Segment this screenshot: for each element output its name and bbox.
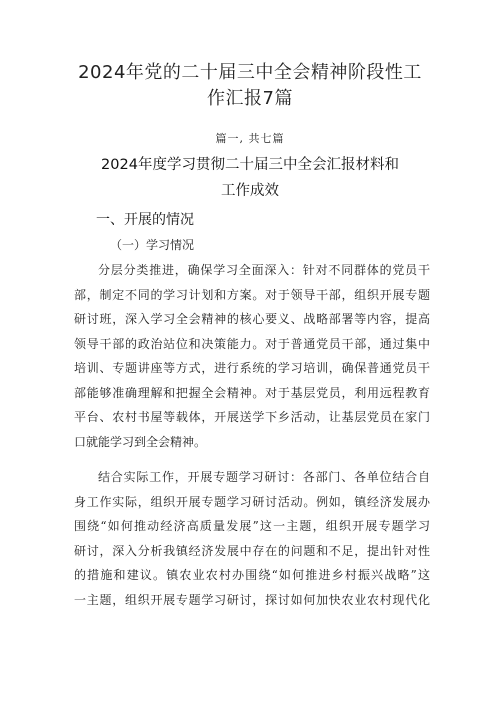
paragraph-line: 研讨班，深入学习全会精神的核心要义、战略部署等内容，提高 <box>74 312 430 326</box>
paragraph-line: 培训、专题讲座等方式，进行系统的学习培训，确保普通党员干 <box>74 361 430 375</box>
part-label: 篇一, 共七篇 <box>215 132 285 145</box>
article-title-line: 2024年度学习贯彻二十届三中全会汇报材料和 <box>101 157 399 173</box>
article-title-line: 工作成效 <box>221 183 279 199</box>
document-title-line: 2024年党的二十届三中全会精神阶段性工 <box>78 62 422 83</box>
paragraph-line: 围绕“如何推动经济高质量发展”这一主题，组织开展专题学习 <box>74 519 430 533</box>
paragraph-line: 分层分类推进，确保学习全面深入：针对不同群体的党员干 <box>98 263 430 277</box>
document-title <box>60 60 440 112</box>
article-title <box>70 152 430 204</box>
paragraph-line: 研讨，深入分析我镇经济发展中存在的问题和不足，提出针对性 <box>74 543 430 558</box>
paragraph-line: 部能够准确理解和把握全会精神。对于基层党员，利用远程教育 <box>74 385 430 400</box>
paragraph-line: 平台、农村书屋等载体，开展送学下乡活动，让基层党员在家门 <box>74 410 430 424</box>
subsection-heading: （一）学习情况 <box>110 238 195 252</box>
paragraph-line: 的措施和建议。镇农业农村办围绕“如何推进乡村振兴战略”这 <box>74 568 430 582</box>
body-paragraph <box>74 465 430 612</box>
paragraph-line: 身工作实际，组织开展专题学习研讨活动。例如，镇经济发展办 <box>74 494 430 509</box>
paragraph-line: 领导干部的政治站位和决策能力。对于普通党员干部，通过集中 <box>74 336 430 351</box>
paragraph-line: 口就能学习到全会精神。 <box>74 434 207 449</box>
body-paragraph <box>74 258 430 454</box>
paragraph-line: 部，制定不同的学习计划和方案。对于领导干部，组织开展专题 <box>74 287 430 302</box>
paragraph-line: 结合实际工作，开展专题学习研讨：各部门、各单位结合自 <box>98 470 430 484</box>
document-title-line: 作汇报7篇 <box>207 88 293 109</box>
paragraph-line: 一主题，组织开展专题学习研讨，探讨如何加快农业农村现代化 <box>74 592 430 607</box>
section-heading: 一、开展的情况 <box>96 212 194 228</box>
